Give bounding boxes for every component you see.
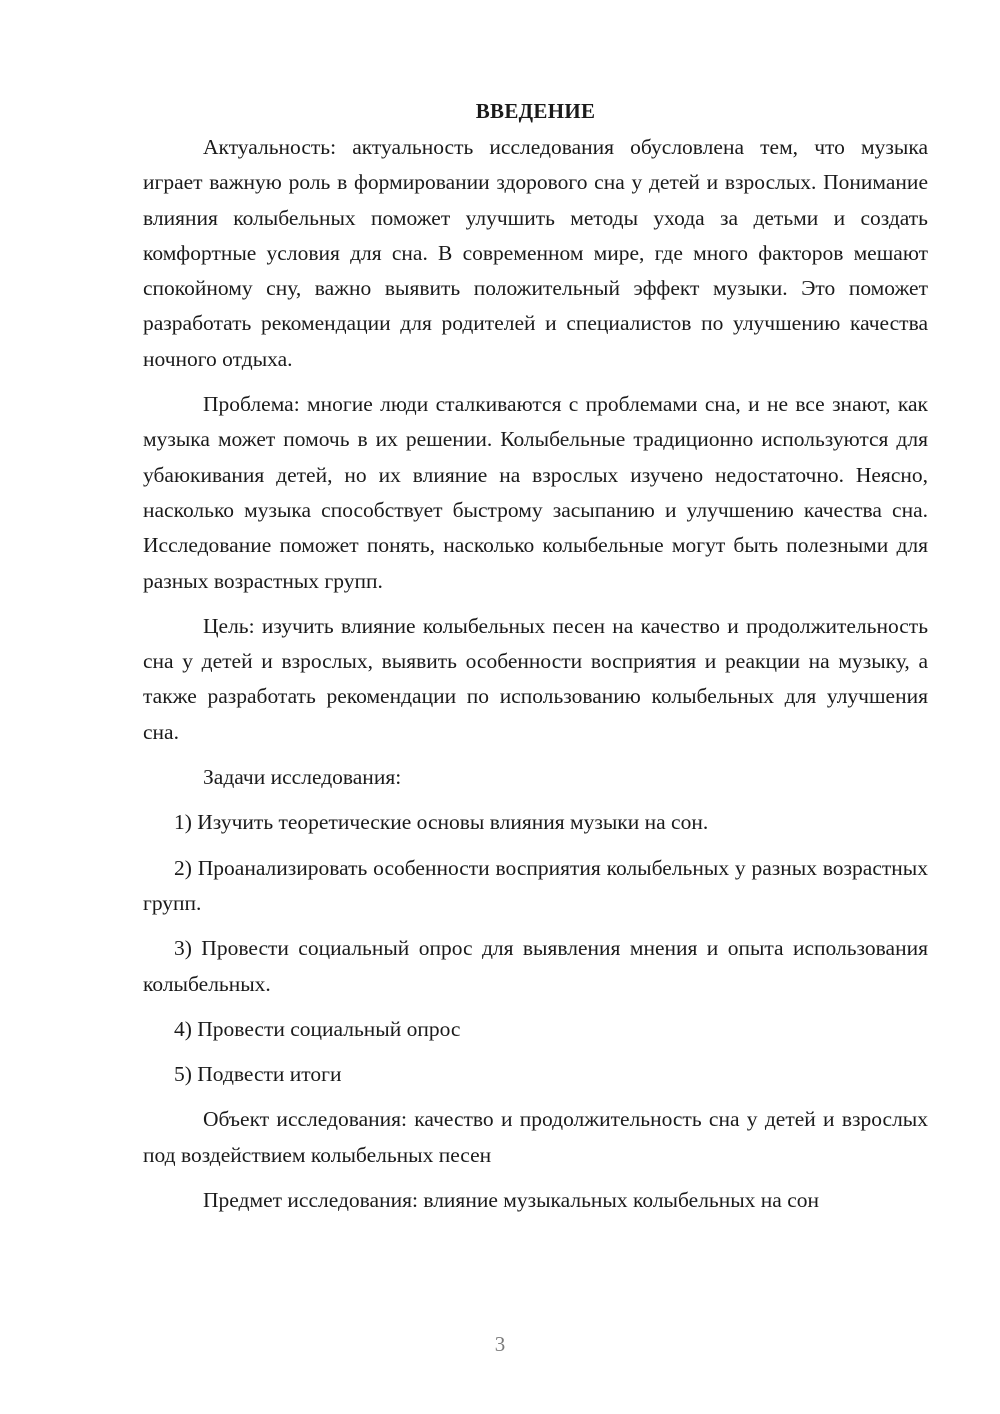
paragraph-object: Объект исследования: качество и продолжительность сна у детей и взрослых под воздействием колыбельных песен	[143, 1107, 928, 1167]
tasks-list	[143, 805, 928, 1092]
paragraph-problem: Проблема: многие люди сталкиваются с проблемами сна, и не все знают, как музыка может помочь в их решении. Колыбельные традиционно используются для убаюкивания детей, но их влияние на взрослых изучено недостаточно. Неясно, насколько музыка способствует быстрому засыпанию и улучшению качества сна. Исследование поможет понять, насколько колыбельные могут быть полезными для разных возрастных групп.	[143, 392, 928, 593]
task-item-3: 3) Провести социальный опрос для выявления мнения и опыта использования колыбельных.	[143, 936, 928, 996]
task-item-5: 5) Подвести итоги	[174, 1062, 342, 1087]
paragraph-goal: Цель: изучить влияние колыбельных песен на качество и продолжительность сна у детей и взрослых, выявить особенности восприятия и реакции на музыку, а также разработать рекомендации по использованию колыбельных для улучшения сна.	[143, 613, 928, 744]
task-item-4: 4) Провести социальный опрос	[174, 1016, 461, 1041]
paragraph-subject: Предмет исследования: влияние музыкальных колыбельных на сон	[203, 1188, 820, 1213]
task-item-2: 2) Проанализировать особенности восприятия колыбельных у разных возрастных групп.	[143, 855, 928, 915]
page-number: 3	[494, 1332, 506, 1356]
task-item-1: 1) Изучить теоретические основы влияния музыки на сон.	[174, 810, 709, 835]
paragraph-relevance: Актуальность: актуальность исследования обусловлена тем, что музыка играет важную роль в формировании здорового сна у детей и взрослых. Понимание влияния колыбельных поможет улучшить методы ухода за детьми и создать комфортные условия для сна. В современном мире, где много факторов мешают спокойному сну, важно выявить положительный эффект музыки. Это поможет разработать рекомендации для родителей и специалистов по улучшению качества ночного отдыха.	[143, 135, 928, 371]
document-page	[143, 96, 928, 1228]
document-heading: ВВЕДЕНИЕ	[475, 99, 596, 123]
paragraph-tasks-intro: Задачи исследования:	[203, 765, 402, 790]
